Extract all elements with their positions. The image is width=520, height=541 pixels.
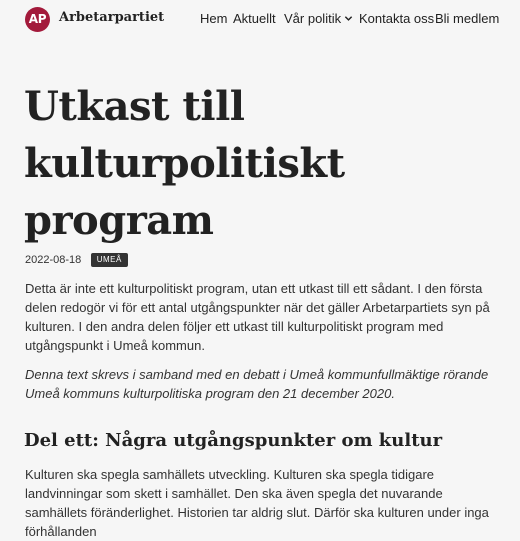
publish-date: 2022-08-18 [25, 253, 82, 266]
nav-item-join[interactable]: Bli medlem [435, 11, 500, 26]
section-heading: Del ett: Några utgångspunkter om kultur [24, 430, 443, 451]
section-paragraph: Kulturen ska spegla samhällets utveckling. Kulturen ska spegla tidigare landvinningar som skett i samhället. Den ska även spegla det nuvarande samhällets föränderlighet. Historien tar aldrig slut. Därför ska kulturen under inga förhållanden [25, 467, 489, 539]
intro-paragraph: Detta är inte ett kulturpolitiskt program, utan ett utkast till ett sådant. I den första delen redogör vi för ett antal utgångspunkter när det gäller Arbetarpartiets syn på kulturen. I den andra delen följer ett utkast till kulturpolitiskt program med utgångspunkt i Umeå kommun. [25, 281, 490, 353]
site-name[interactable]: Arbetarpartiet [59, 10, 165, 25]
page-title: Utkast till kulturpolitiskt program [24, 83, 345, 244]
nav-item-politics-label: Vår politik [284, 11, 342, 26]
main-nav [190, 11, 520, 29]
article-meta [25, 251, 128, 267]
nav-item-home[interactable]: Hem [200, 11, 228, 26]
site-header [0, 0, 520, 40]
nav-item-contact[interactable]: Kontakta oss [359, 11, 435, 26]
nav-item-news[interactable]: Aktuellt [233, 11, 276, 26]
nav-item-politics[interactable] [284, 11, 353, 26]
chevron-down-icon [344, 14, 353, 23]
category-tag[interactable]: UMEÅ [91, 253, 128, 267]
logo[interactable]: AP [25, 7, 50, 32]
note-paragraph: Denna text skrevs i samband med en debatt i Umeå kommunfullmäktige rörande Umeå kommuns kulturpolitiska program den 21 december 2020. [25, 367, 489, 401]
